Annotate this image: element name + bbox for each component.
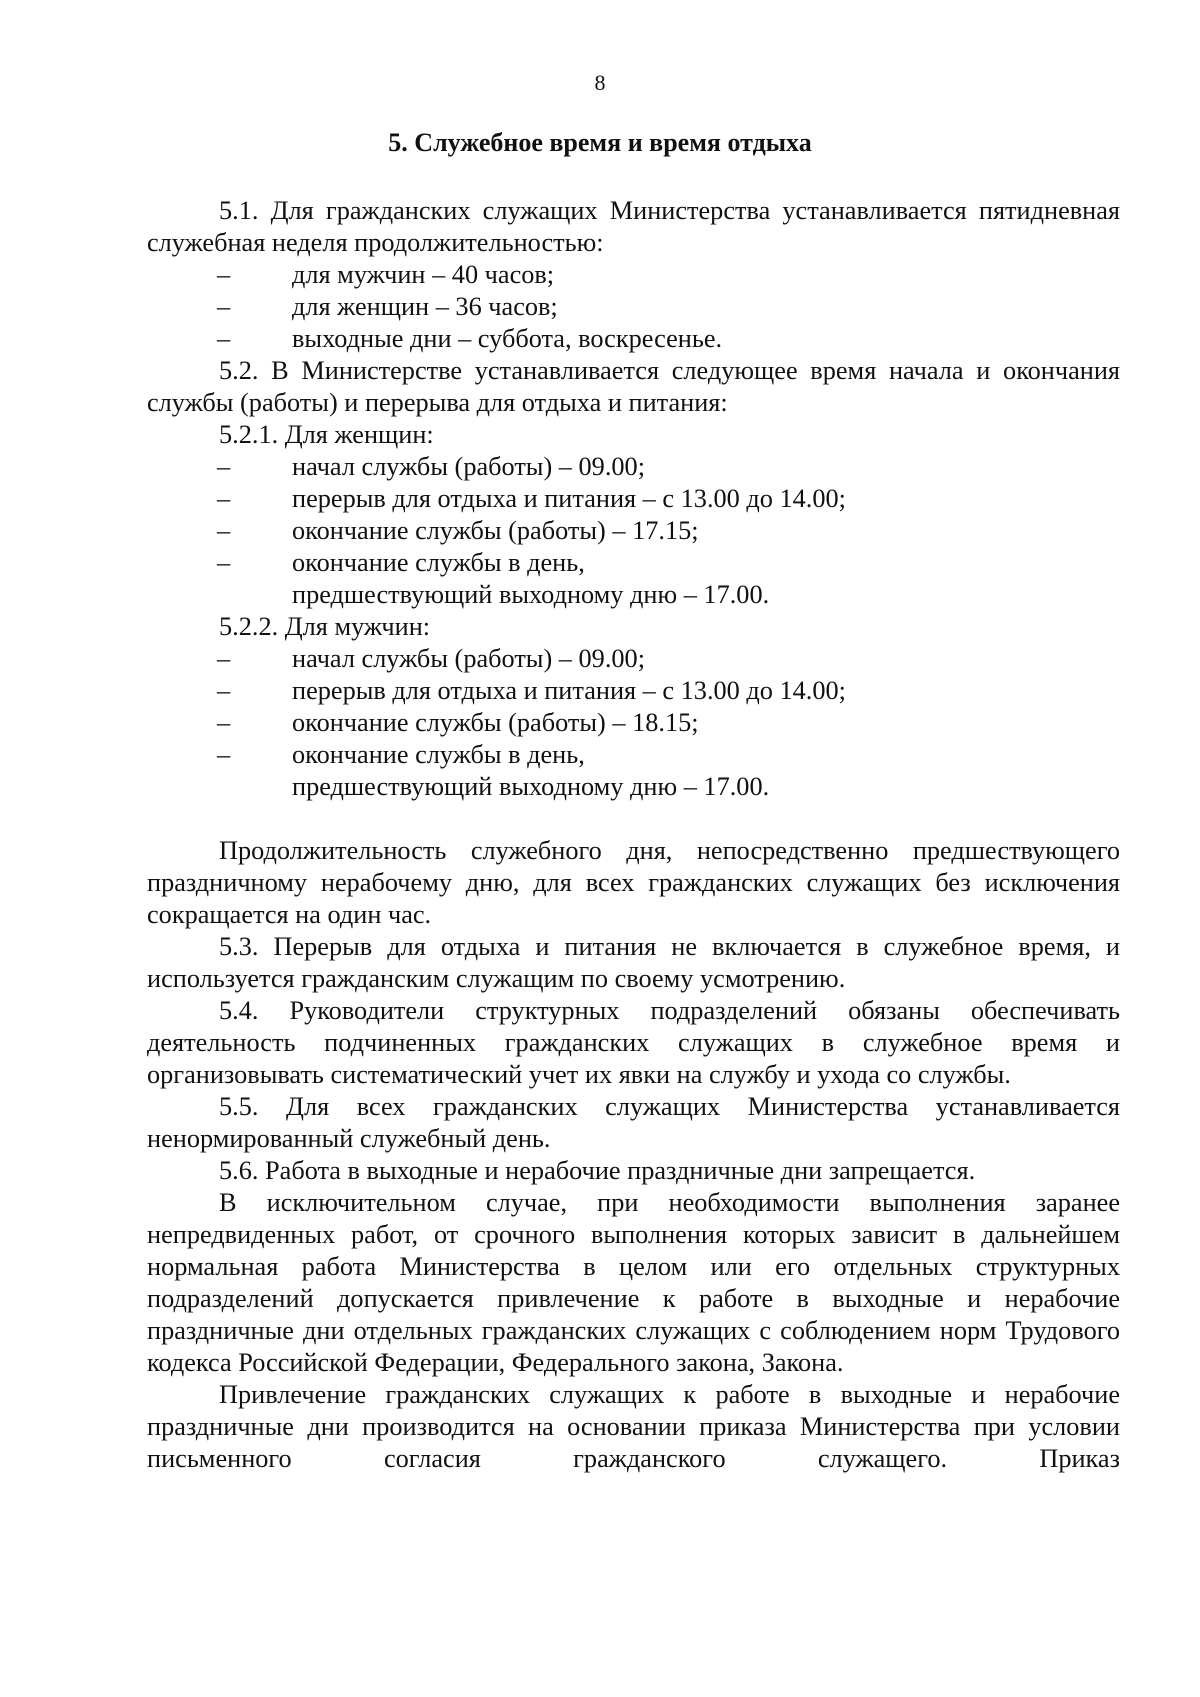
list-item [147,323,1120,355]
document-body [147,195,1120,1475]
dash-marker: – [217,484,231,513]
dash-marker: – [217,708,231,737]
section-heading: 5. Служебное время и время отдыха [388,128,812,157]
subsection-title-5-2-2: 5.2.2. Для мужчин: [219,612,431,641]
list-5-2-1 [147,451,1120,611]
paragraph-5-6: 5.6. Работа в выходные и нерабочие праздничные дни запрещается. [219,1156,976,1185]
dash-marker: – [217,452,231,481]
paragraph-5-3: 5.3. Перерыв для отдыха и питания не включается в служебное время, и используется гражданским служащим по своему усмотрению. [147,932,1120,993]
paragraph-5-2: 5.2. В Министерстве устанавливается следующее время начала и окончания службы (работы) и перерыва для отдыха и питания: [147,356,1120,417]
list-item-text: окончание службы в день, [292,548,585,577]
list-item-text: для женщин – 36 часов; [292,292,558,321]
paragraph-5-4: 5.4. Руководители структурных подразделений обязаны обеспечивать деятельность подчиненных гражданских служащих в служебное время и организовывать систематический учет их явки на службу и ухода со службы. [147,996,1120,1089]
dash-marker: – [217,548,231,577]
paragraph-holiday: Продолжительность служебного дня, непосредственно предшествующего праздничному нерабочему дню, для всех гражданских служащих без исключения сокращается на один час. [147,836,1120,929]
list-item-continuation: предшествующий выходному дню – 17.00. [292,580,770,609]
list-item-text: начал службы (работы) – 09.00; [292,452,646,481]
paragraph-exceptional: В исключительном случае, при необходимости выполнения заранее непредвиденных работ, от срочного выполнения которых зависит в дальнейшем нормальная работа Министерства в целом или его отдельных структурных подразделений допускается привлечение к работе в выходные и нерабочие праздничные дни отдельных гражданских служащих с соблюдением норм Трудового кодекса Российской Федерации, Федерального закона, Закона. [147,1188,1120,1377]
list-item-text: выходные дни – суббота, воскресенье. [292,324,723,353]
list-5-2-2 [147,643,1120,803]
list-item [147,643,1120,675]
dash-marker: – [217,260,231,289]
list-item-text: окончание службы в день, [292,740,585,769]
list-item [147,451,1120,483]
paragraph-5-1: 5.1. Для гражданских служащих Министерства устанавливается пятидневная служебная неделя продолжительностью: [147,196,1120,257]
dash-marker: – [217,324,231,353]
list-item-text: перерыв для отдыха и питания – с 13.00 до 14.00; [292,676,846,705]
list-item-text: начал службы (работы) – 09.00; [292,644,646,673]
paragraph-5-5: 5.5. Для всех гражданских служащих Министерства устанавливается ненормированный служебный день. [147,1092,1120,1153]
list-item-text: перерыв для отдыха и питания – с 13.00 до 14.00; [292,484,846,513]
list-item [147,707,1120,739]
list-item [147,483,1120,515]
list-item [147,515,1120,547]
list-item-continuation: предшествующий выходному дню – 17.00. [292,772,770,801]
list-item-text: окончание службы (работы) – 17.15; [292,516,699,545]
list-item [147,675,1120,707]
paragraph-engagement: Привлечение гражданских служащих к работе в выходные и нерабочие праздничные дни производится на основании приказа Министерства при условии письменного согласия гражданского служащего. Приказ [147,1380,1120,1473]
dash-marker: – [217,676,231,705]
subsection-title-5-2-1: 5.2.1. Для женщин: [219,420,434,449]
list-5-1 [147,259,1120,355]
page-number: 8 [594,70,606,95]
dash-marker: – [217,516,231,545]
list-item [147,547,1120,579]
dash-marker: – [217,292,231,321]
list-item-text: для мужчин – 40 часов; [292,260,555,289]
list-item-text: окончание службы (работы) – 18.15; [292,708,699,737]
list-item [147,739,1120,771]
dash-marker: – [217,644,231,673]
list-item [147,259,1120,291]
list-item [147,291,1120,323]
dash-marker: – [217,740,231,769]
